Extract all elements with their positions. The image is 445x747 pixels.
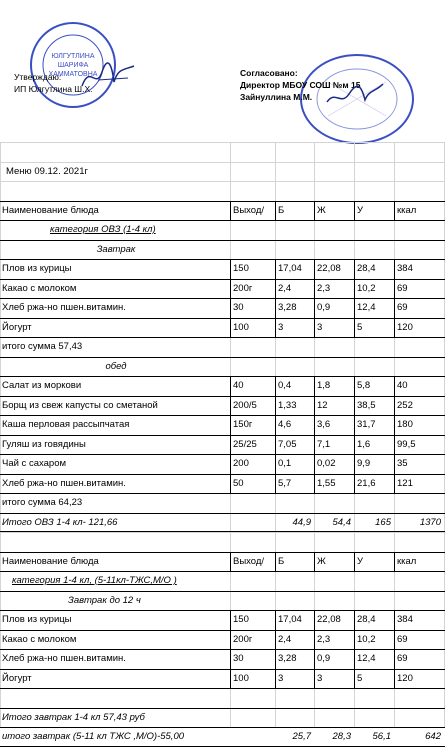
- dish-protein: 17,04: [275, 611, 314, 630]
- dish-fat: 12: [314, 397, 354, 416]
- dish-yield: 40: [230, 377, 275, 396]
- breakfast-title-2: Завтрак до 12 ч: [68, 594, 141, 606]
- dish-fat: 2,3: [314, 631, 354, 650]
- dish-kcal: 180: [394, 416, 444, 435]
- category-1-4: категория 1-4 кл, (5-11кл-ТЖС,М/О ): [12, 575, 177, 586]
- col-u-header: У: [354, 553, 394, 572]
- dish-fat: 0,02: [314, 455, 354, 474]
- dish-carbs: 10,2: [354, 280, 394, 299]
- signature-left: [78, 60, 138, 94]
- dish-yield: 150: [230, 611, 275, 630]
- menu-date-row: [0, 162, 445, 182]
- dish-protein: 7,05: [275, 436, 314, 455]
- dish-yield: 100: [230, 319, 275, 338]
- dish-yield: 150: [230, 260, 275, 279]
- dish-carbs: 12,4: [354, 299, 394, 318]
- dish-fat: 7,1: [314, 436, 354, 455]
- col-kcal-header: ккал: [394, 202, 444, 221]
- table-row: [0, 376, 445, 396]
- blank-row: [0, 181, 445, 201]
- lunch-total: итого сумма 64,23: [2, 497, 83, 508]
- dish-carbs: 5,8: [354, 377, 394, 396]
- col-zh-header: Ж: [314, 553, 354, 572]
- breakfast-title-row-2: [0, 591, 445, 611]
- dish-carbs: 1,6: [354, 436, 394, 455]
- agreed-label: Согласовано:: [240, 68, 298, 78]
- dish-name: Какао с молоком: [2, 282, 77, 294]
- total2-row: [0, 727, 445, 747]
- table-row: [0, 649, 445, 669]
- dish-protein: 3: [275, 670, 314, 689]
- table-row: [0, 259, 445, 279]
- menu-date: Меню 09.12. 2021г: [6, 165, 88, 177]
- dish-carbs: 10,2: [354, 631, 394, 650]
- dish-yield: 30: [230, 299, 275, 318]
- col-b-header: Б: [275, 202, 314, 221]
- dish-kcal: 120: [394, 319, 444, 338]
- col-yield-header: Выход/: [230, 202, 275, 221]
- dish-protein: 3: [275, 319, 314, 338]
- dish-protein: 3,28: [275, 650, 314, 669]
- table-row: [0, 396, 445, 416]
- column-header-row-2: [0, 552, 445, 572]
- dish-carbs: 31,7: [354, 416, 394, 435]
- dish-name: Какао с молоком: [2, 633, 77, 645]
- agreed-line1: Директор МБОУ СОШ №м 15: [240, 80, 361, 90]
- dish-carbs: 9,9: [354, 455, 394, 474]
- dish-name: Хлеб ржа-но пшен.витамин.: [2, 477, 126, 489]
- dish-carbs: 5: [354, 319, 394, 338]
- dish-kcal: 121: [394, 475, 444, 494]
- dish-name: Хлеб ржа-но пшен.витамин.: [2, 302, 126, 313]
- dish-protein: 3,28: [275, 299, 314, 318]
- total2-u: 56,1: [372, 731, 391, 742]
- grand-total-u: 165: [375, 516, 391, 528]
- col-b-header: Б: [275, 553, 314, 572]
- dish-kcal: 40: [394, 377, 444, 396]
- menu-table: [0, 142, 445, 747]
- dish-name: Йогурт: [2, 321, 32, 333]
- svg-text:ХАММАТОВНА: ХАММАТОВНА: [48, 71, 98, 78]
- lunch-total-row: [0, 493, 445, 513]
- lunch-title: обед: [105, 360, 127, 372]
- section1-breakfast-rows: [0, 259, 445, 337]
- lunch-title-row: [0, 357, 445, 377]
- dish-protein: 2,4: [275, 631, 314, 650]
- grand-total-label: Итого ОВЗ 1-4 кл- 121,66: [2, 516, 118, 528]
- column-header-row: [0, 201, 445, 221]
- dish-yield: 25/25: [230, 436, 275, 455]
- grand-total-row: [0, 513, 445, 533]
- total2-b: 25,7: [292, 731, 311, 742]
- dish-carbs: 28,4: [354, 260, 394, 279]
- dish-name: Чай с сахаром: [2, 458, 67, 469]
- blank-row: [0, 532, 445, 552]
- svg-text:ЮЛГУТЛИНА: ЮЛГУТЛИНА: [51, 53, 95, 60]
- table-row: [0, 298, 445, 318]
- total1-row: [0, 708, 445, 728]
- dish-name: Йогурт: [2, 672, 32, 684]
- dish-name: Салат из моркови: [2, 380, 82, 391]
- dish-protein: 4,6: [275, 416, 314, 435]
- blank-row: [0, 688, 445, 708]
- total1-label: Итого завтрак 1-4 кл 57,43 руб: [2, 711, 145, 723]
- blank-row: [0, 142, 445, 162]
- table-row: [0, 279, 445, 299]
- dish-name: Плов из курицы: [2, 614, 72, 625]
- dish-fat: 3,6: [314, 416, 354, 435]
- table-row: [0, 435, 445, 455]
- dish-name: Гуляш из говядины: [2, 438, 86, 450]
- svg-text:ШАРИФА: ШАРИФА: [57, 62, 89, 69]
- dish-carbs: 12,4: [354, 650, 394, 669]
- dish-protein: 0,4: [275, 377, 314, 396]
- category-row: [0, 220, 445, 240]
- dish-kcal: 120: [394, 670, 444, 689]
- dish-carbs: 5: [354, 670, 394, 689]
- col-u-header: У: [354, 202, 394, 221]
- dish-yield: 30: [230, 650, 275, 669]
- col-name-header: Наименование блюда: [2, 204, 99, 216]
- signature-right: [325, 80, 385, 110]
- section1-lunch-rows: [0, 376, 445, 493]
- dish-carbs: 28,4: [354, 611, 394, 630]
- col-name-header: Наименование блюда: [2, 555, 99, 567]
- total2-kcal: 642: [425, 731, 441, 742]
- breakfast-total: итого сумма 57,43: [2, 341, 83, 352]
- table-row: [0, 630, 445, 650]
- dish-fat: 0,9: [314, 299, 354, 318]
- breakfast-total-row: [0, 337, 445, 357]
- approved-name: ИП Юлгутлина Ш.Х.: [14, 84, 93, 94]
- dish-protein: 2,4: [275, 280, 314, 299]
- dish-protein: 5,7: [275, 475, 314, 494]
- document-header: [0, 0, 445, 142]
- dish-yield: 200г: [230, 631, 275, 650]
- dish-fat: 0,9: [314, 650, 354, 669]
- dish-kcal: 384: [394, 260, 444, 279]
- table-row: [0, 454, 445, 474]
- agreed-line2: Зайнуллина М.М.: [240, 92, 313, 102]
- approved-label: Утверждаю:: [14, 72, 62, 82]
- dish-yield: 50: [230, 475, 275, 494]
- dish-fat: 1,8: [314, 377, 354, 396]
- dish-kcal: 99,5: [394, 436, 444, 455]
- category-row-2: [0, 571, 445, 591]
- dish-kcal: 69: [394, 631, 444, 650]
- dish-kcal: 252: [394, 397, 444, 416]
- table-row: [0, 610, 445, 630]
- dish-protein: 0,1: [275, 455, 314, 474]
- dish-name: Борщ из свеж капусты со сметаной: [2, 399, 158, 411]
- dish-protein: 17,04: [275, 260, 314, 279]
- dish-fat: 1,55: [314, 475, 354, 494]
- grand-total-kcal: 1370: [419, 516, 441, 528]
- dish-kcal: 69: [394, 299, 444, 318]
- category-ovz: категория ОВЗ (1-4 кл): [50, 224, 156, 235]
- table-row: [0, 318, 445, 338]
- dish-name: Хлеб ржа-но пшен.витамин.: [2, 653, 126, 664]
- dish-kcal: 384: [394, 611, 444, 630]
- section2-breakfast-rows: [0, 610, 445, 688]
- dish-name: Каша перловая рассыпчатая: [2, 419, 130, 430]
- total2-zh: 28,3: [332, 731, 351, 742]
- dish-kcal: 69: [394, 650, 444, 669]
- table-row: [0, 415, 445, 435]
- breakfast-title: Завтрак: [96, 243, 136, 255]
- dish-yield: 200/5: [230, 397, 275, 416]
- dish-kcal: 69: [394, 280, 444, 299]
- dish-yield: 200г: [230, 280, 275, 299]
- total2-label: итого завтрак (5-11 кл ТЖС ,М/О)-55,00: [2, 731, 185, 742]
- dish-fat: 3: [314, 319, 354, 338]
- grand-total-b: 44,9: [292, 516, 311, 528]
- col-zh-header: Ж: [314, 202, 354, 221]
- dish-yield: 200: [230, 455, 275, 474]
- breakfast-title-row: [0, 240, 445, 260]
- dish-fat: 22,08: [314, 260, 354, 279]
- col-yield-header: Выход/: [230, 553, 275, 572]
- grand-total-zh: 54,4: [332, 516, 351, 528]
- dish-carbs: 21,6: [354, 475, 394, 494]
- dish-fat: 3: [314, 670, 354, 689]
- table-row: [0, 474, 445, 494]
- dish-fat: 22,08: [314, 611, 354, 630]
- dish-name: Плов из курицы: [2, 263, 72, 274]
- dish-kcal: 35: [394, 455, 444, 474]
- col-kcal-header: ккал: [394, 553, 444, 572]
- dish-protein: 1,33: [275, 397, 314, 416]
- dish-yield: 100: [230, 670, 275, 689]
- table-row: [0, 669, 445, 689]
- dish-fat: 2,3: [314, 280, 354, 299]
- dish-carbs: 38,5: [354, 397, 394, 416]
- dish-yield: 150г: [230, 416, 275, 435]
